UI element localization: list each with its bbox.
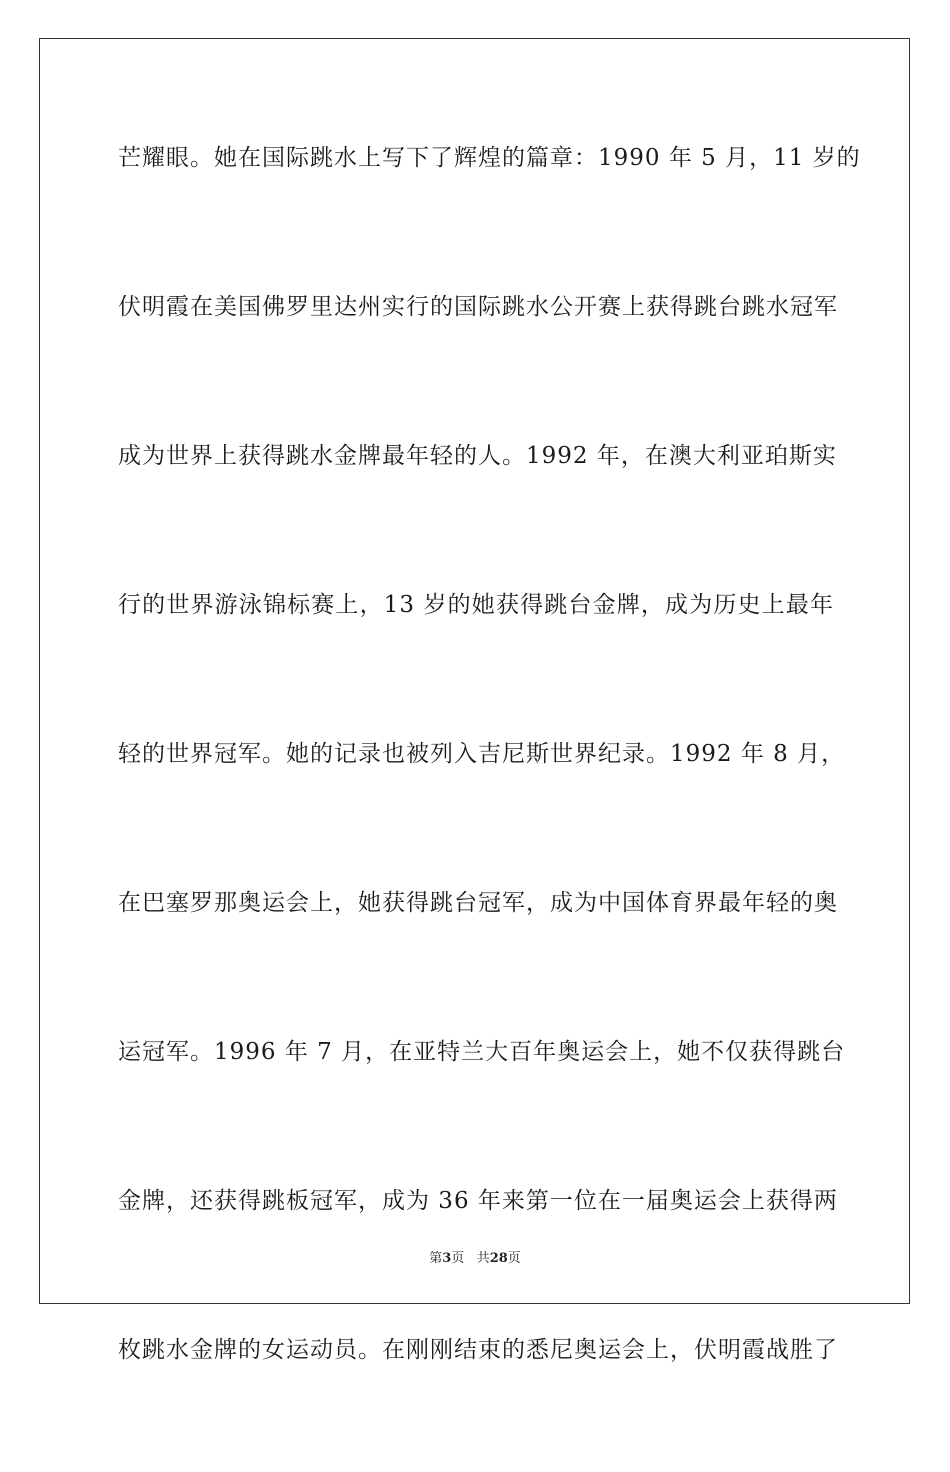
text-line: 运冠军。1996 年 7 月，在亚特兰大百年奥运会上，她不仅获得跳台 (118, 1039, 846, 1065)
total-suffix: 页 (507, 1251, 521, 1266)
text-line: 在巴塞罗那奥运会上，她获得跳台冠军，成为中国体育界最年轻的奥 (118, 890, 838, 916)
text-line: 成为世界上获得跳水金牌最年轻的人。1992 年，在澳大利亚珀斯实 (118, 443, 837, 469)
total-page-count: 28 (489, 1251, 508, 1266)
text-line: 枚跳水金牌的女运动员。在刚刚结束的悉尼奥运会上，伏明霞战胜了 (118, 1337, 838, 1363)
text-line: 金牌，还获得跳板冠军，成为 36 年来第一位在一届奥运会上获得两 (118, 1188, 838, 1214)
text-line: 伏明霞在美国佛罗里达州实行的国际跳水公开赛上获得跳台跳水冠军 (118, 294, 838, 320)
text-line: 轻的世界冠军。她的记录也被列入吉尼斯世界纪录。1992 年 8 月， (118, 741, 846, 767)
document-body (118, 131, 861, 1472)
page-number-footer (0, 1247, 950, 1266)
total-prefix: 共 (476, 1251, 490, 1266)
page-prefix: 第 (429, 1251, 443, 1266)
current-page-number: 3 (442, 1251, 452, 1266)
text-line: 行的世界游泳锦标赛上，13 岁的她获得跳台金牌，成为历史上最年 (118, 592, 834, 618)
text-line: 芒耀眼。她在国际跳水上写下了辉煌的篇章：1990 年 5 月，11 岁的 (118, 145, 861, 171)
page-suffix: 页 (451, 1251, 465, 1266)
